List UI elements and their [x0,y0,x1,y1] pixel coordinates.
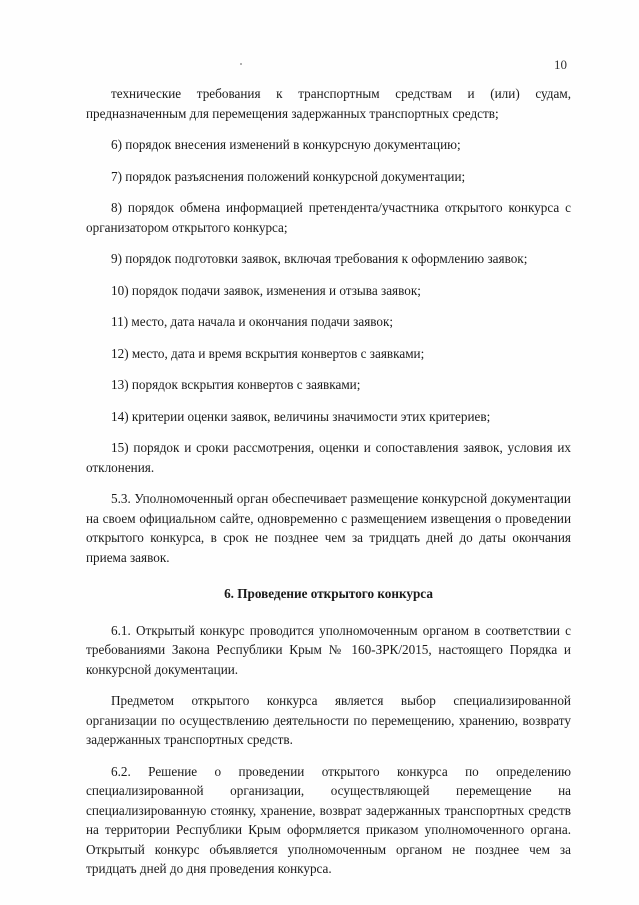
list-item-13: 13) порядок вскрытия конвертов с заявками; [111,377,361,392]
clause-5-3: 5.3. Уполномоченный орган обеспечивает размещение конкурсной документации на своем официальном сайте, одновременно с размещением извещения о проведении открытого конкурса, в срок не позднее чем за тридцать дней до даты окончания приема заявок. [86,491,571,565]
clause-6-1: 6.1. Открытый конкурс проводится уполномоченным органом в соответствии с требованиями Закона Республики Крым № 160-ЗРК/2015, настоящего Порядка и конкурсной документации. [86,622,571,677]
paragraph-contest-subject: Предметом открытого конкурса является выбор специализированной организации по осуществлению деятельности по перемещению, хранению, возврату задержанных транспортных средств. [86,693,571,747]
page-number: 10 [554,57,567,72]
list-item-10: 10) порядок подачи заявок, изменения и отзыва заявок; [111,282,421,298]
list-item-8: 8) порядок обмена информацией претендента/участника открытого конкурса с организатором открытого конкурса; [86,200,571,235]
list-item-6: 6) порядок внесения изменений в конкурсную документацию; [111,137,461,152]
list-item-14: 14) критерии оценки заявок, величины значимости этих критериев; [111,408,491,424]
list-item-12: 12) место, дата и время вскрытия конвертов с заявками; [111,345,425,361]
list-item-9: 9) порядок подготовки заявок, включая требования к оформлению заявок; [111,251,528,266]
clause-6-2: 6.2. Решение о проведении открытого конкурса по определению специализированной организации, осуществляющей перемещение на специализированную стоянку, хранение, возврат задержанных транспортных средств на территории Республики Крым оформляется приказом уполномоченного органа. Открытый конкурс объявляется уполномоченным органом не позднее чем за тридцать дней до дня проведения конкурса. [86,763,571,876]
scan-speck [240,63,242,65]
section-heading: 6. Проведение открытого конкурса [224,586,433,601]
document-body [86,84,571,879]
list-item-11: 11) место, дата начала и окончания подачи заявок; [111,314,394,329]
list-item-15: 15) порядок и сроки рассмотрения, оценки и сопоставления заявок, условия их отклонения. [86,440,571,475]
paragraph-technical-requirements: технические требования к транспортным средствам и (или) судам, предназначенным для перемещения задержанных транспортных средств; [86,86,571,121]
list-item-7: 7) порядок разъяснения положений конкурсной документации; [111,168,466,184]
